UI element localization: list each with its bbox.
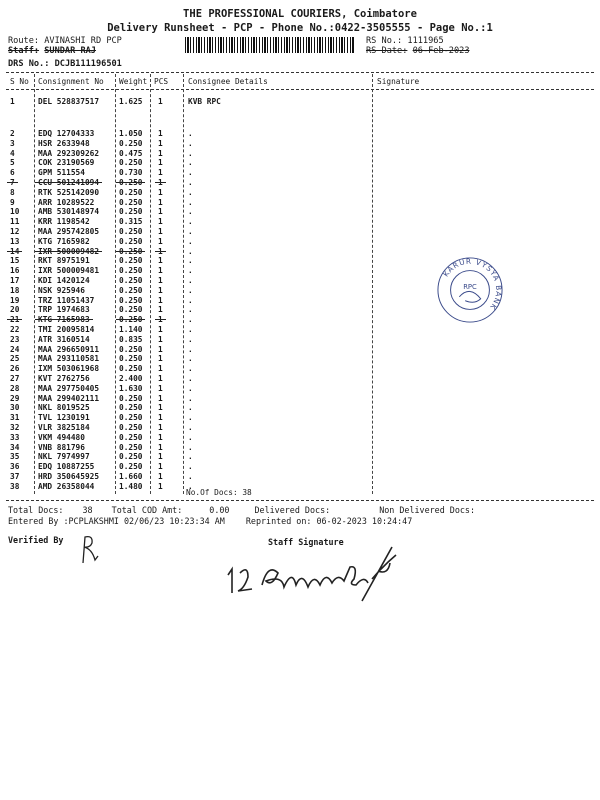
table-row [0, 227, 600, 237]
drs-value: DCJB111196501 [54, 59, 122, 69]
cell-sno: 37 [10, 471, 20, 481]
staff-line [8, 46, 96, 56]
table-row [0, 443, 600, 453]
non-delivered-docs-label: Non Delivered Docs: [379, 505, 476, 515]
cell-consignee: . [188, 471, 193, 481]
rs-no-line [366, 36, 444, 46]
cell-weight: 0.250 [119, 285, 143, 295]
table-row [0, 335, 600, 345]
consignment-rows [0, 129, 600, 491]
cell-consignee: . [188, 452, 193, 462]
cell-sno: 20 [10, 305, 20, 315]
table-row [0, 286, 600, 296]
header-consignee: Consignee Details [188, 77, 268, 86]
table-row [0, 482, 600, 492]
table-header [0, 77, 600, 87]
cell-consignment: KVT 2762756 [38, 373, 90, 383]
header-consignment: Consignment No [38, 77, 104, 86]
cell-weight: 0.250 [119, 275, 143, 285]
table-row [0, 139, 600, 149]
cell-pcs: 1 [158, 256, 163, 266]
cell-sno: 35 [10, 452, 20, 462]
cell-pcs: 1 [158, 373, 163, 383]
cell-consignment: IXR 500009481 [38, 266, 100, 276]
cell-weight: 0.250 [119, 197, 143, 207]
total-cod-label: Total COD Amt: [111, 505, 183, 515]
rs-date-value: 06-Feb-2023 [412, 46, 470, 56]
cell-consignment: TRZ 11051437 [38, 295, 95, 305]
cell-pcs: 1 [158, 413, 163, 423]
cell-consignee: . [188, 315, 193, 325]
table-row [0, 433, 600, 443]
company-title: THE PROFESSIONAL COURIERS, Coimbatore [183, 8, 417, 20]
cell-consignment: ATR 3160514 [38, 334, 90, 344]
table-row [0, 198, 600, 208]
cell-weight: 0.250 [119, 364, 143, 374]
cell-consignment: HSR 2633948 [38, 138, 90, 148]
cell-consignment: NSK 925946 [38, 285, 85, 295]
cell-weight: 0.250 [119, 295, 143, 305]
table-row [0, 188, 600, 198]
total-docs-value: 38 [82, 505, 93, 515]
table-row [0, 256, 600, 266]
cell-sno: 23 [10, 334, 20, 344]
table-row [0, 315, 600, 325]
cell-sno: 17 [10, 275, 20, 285]
stamp-center-text: RPC [463, 283, 477, 292]
cell-consignee: . [188, 422, 193, 432]
cell-weight: 1.050 [119, 129, 143, 138]
cell-weight: 0.250 [119, 138, 143, 148]
table-row [0, 149, 600, 159]
cell-consignee: . [188, 168, 193, 178]
cell-consignment: IXR 500009482 [38, 246, 100, 256]
staff-value: SUNDAR RAJ [44, 46, 96, 56]
cell-consignee: . [188, 266, 193, 276]
table-row [0, 354, 600, 364]
cell-sno: 29 [10, 393, 20, 403]
cell-consignment: COK 23190569 [38, 158, 95, 168]
cell-pcs: 1 [158, 354, 163, 364]
cell-pcs: 1 [158, 197, 163, 207]
table-bottom-rule [6, 500, 594, 501]
cell-weight: 0.250 [119, 413, 143, 423]
cell-pcs: 1 [158, 305, 163, 315]
cell-consignee: . [188, 481, 193, 491]
cell-weight: 0.730 [119, 168, 143, 178]
cell-consignee: . [188, 226, 193, 236]
cell-consignment: KTG 7165983 [38, 315, 90, 325]
cell-weight: 2.400 [119, 373, 143, 383]
cell-weight: 0.250 [119, 315, 143, 325]
table-row [0, 472, 600, 482]
cell-consignment: VKM 494480 [38, 432, 85, 442]
cell-consignee: . [188, 442, 193, 452]
cell-weight: 0.250 [119, 226, 143, 236]
cell-consignee: . [188, 413, 193, 423]
table-row [0, 129, 600, 139]
total-cod-value: 0.00 [209, 505, 230, 515]
cell-consignment: HRD 350645925 [38, 471, 100, 481]
cell-sno: 9 [10, 197, 15, 207]
cell-weight: 1.660 [119, 471, 143, 481]
table-row [0, 423, 600, 433]
cell-sno: 2 [10, 129, 15, 138]
cell-consignment: MAA 293110581 [38, 354, 100, 364]
cell-weight: 0.250 [119, 177, 143, 187]
cell-consignee: . [188, 344, 193, 354]
rs-date-label: RS Date: [366, 46, 408, 56]
cell-sno: 21 [10, 315, 20, 325]
cell-consignment: MAA 299402111 [38, 393, 100, 403]
cell-consignment: EDQ 12704333 [38, 129, 95, 138]
cell-pcs: 1 [158, 393, 163, 403]
table-row [0, 168, 600, 178]
verified-by-label: Verified By [8, 535, 64, 545]
cell-sno: 27 [10, 373, 20, 383]
cell-consignment: TVL 1230191 [38, 413, 90, 423]
cell-consignment: EDQ 10887255 [38, 462, 95, 472]
drs-label: DRS No.: [8, 59, 50, 69]
cell-pcs: 1 [158, 471, 163, 481]
cell-consignee: . [188, 305, 193, 315]
cell-sno: 13 [10, 236, 20, 246]
cell-weight: 0.250 [119, 305, 143, 315]
table-header-rule [6, 89, 594, 90]
cell-sno: 30 [10, 403, 20, 413]
route-line [8, 36, 122, 46]
cell-weight: 0.250 [119, 207, 143, 217]
header-weight: Weight [119, 77, 148, 86]
cell-consignee: . [188, 207, 193, 217]
cell-consignment: RTK 525142090 [38, 187, 100, 197]
table-row [0, 266, 600, 276]
cell-sno: 33 [10, 432, 20, 442]
cell-pcs: 1 [158, 236, 163, 246]
cell-consignment: NKL 7974997 [38, 452, 90, 462]
cell-pcs: 1 [158, 129, 163, 138]
cell-consignment: NKL 8019525 [38, 403, 90, 413]
cell-weight: 0.250 [119, 403, 143, 413]
cell-pcs: 1 [158, 275, 163, 285]
cell-sno: 10 [10, 207, 20, 217]
table-row [0, 247, 600, 257]
cell-consignee: . [188, 256, 193, 266]
cell-consignment: MAA 296650911 [38, 344, 100, 354]
cell-sno: 8 [10, 187, 15, 197]
cell-weight: 0.475 [119, 148, 143, 158]
cell-pcs: 1 [158, 207, 163, 217]
cell-pcs: 1 [158, 481, 163, 491]
runsheet-subtitle: Delivery Runsheet - PCP - Phone No.:0422-3505555 - Page No.:1 [107, 22, 493, 34]
barcode [185, 37, 355, 53]
cell-pcs: 1 [158, 315, 163, 325]
cell-consignment: KTG 7165982 [38, 236, 90, 246]
cell-consignee: . [188, 403, 193, 413]
table-row [0, 413, 600, 423]
cell-consignee: . [188, 148, 193, 158]
cell-consignee: . [188, 364, 193, 374]
cell-weight: 0.835 [119, 334, 143, 344]
cell-sno: 36 [10, 462, 20, 472]
cell-consignment: GPM 511554 [38, 168, 85, 178]
cell-consignment: TMI 20095814 [38, 324, 95, 334]
cell-pcs: 1 [158, 452, 163, 462]
staff-signature-label: Staff Signature [268, 537, 344, 547]
cell-consignment: AMD 26358044 [38, 481, 95, 491]
cell-consignment: VLR 3825184 [38, 422, 90, 432]
cell-consignee: . [188, 177, 193, 187]
cell-weight: 0.250 [119, 462, 143, 472]
table-row [0, 237, 600, 247]
cell-consignee: . [188, 187, 193, 197]
cell-weight: 0.250 [119, 442, 143, 452]
cell-sno: 19 [10, 295, 20, 305]
cell-pcs: 1 [158, 462, 163, 472]
cell-consignee: . [188, 432, 193, 442]
cell-pcs: 1 [158, 158, 163, 168]
cell-sno: 3 [10, 138, 15, 148]
cell-sno: 1 [10, 97, 15, 106]
cell-weight: 0.250 [119, 266, 143, 276]
cell-sno: 11 [10, 217, 20, 227]
rs-no-value: 1111965 [407, 36, 444, 46]
rs-no-label: RS No.: [366, 36, 403, 46]
cell-sno: 6 [10, 168, 15, 178]
cell-sno: 16 [10, 266, 20, 276]
rs-date-line [366, 46, 470, 56]
cell-pcs: 1 [158, 442, 163, 452]
cell-sno: 34 [10, 442, 20, 452]
table-row [0, 345, 600, 355]
cell-pcs: 1 [158, 422, 163, 432]
header-sno: S No [10, 77, 29, 86]
cell-pcs: 1 [158, 187, 163, 197]
cell-consignee: . [188, 158, 193, 168]
cell-weight: 0.250 [119, 344, 143, 354]
cell-consignee: . [188, 275, 193, 285]
table-row [0, 325, 600, 335]
cell-consignee: . [188, 197, 193, 207]
cell-weight: 0.250 [119, 354, 143, 364]
cell-consignee: . [188, 354, 193, 364]
drs-line [8, 59, 122, 69]
cell-weight: 1.625 [119, 97, 143, 106]
cell-sno: 24 [10, 344, 20, 354]
cell-weight: 0.250 [119, 422, 143, 432]
entered-by: Entered By :PCPLAKSHMI 02/06/23 10:23:34 AM [8, 516, 225, 526]
cell-consignee: . [188, 383, 193, 393]
cell-weight: 0.315 [119, 217, 143, 227]
cell-consignee: . [188, 295, 193, 305]
stamp-ring-text: KARUR VYSYA BANK [441, 256, 504, 312]
cell-consignment: KDI 1420124 [38, 275, 90, 285]
bank-stamp [436, 256, 504, 324]
cell-consignee: . [188, 217, 193, 227]
cell-consignee: . [188, 236, 193, 246]
cell-consignee: . [188, 324, 193, 334]
cell-weight: 1.140 [119, 324, 143, 334]
cell-pcs: 1 [158, 168, 163, 178]
route-label: Route: [8, 36, 40, 46]
header-pcs: PCS [154, 77, 169, 86]
cell-pcs: 1 [158, 246, 163, 256]
cell-pcs: 1 [158, 138, 163, 148]
table-row [0, 462, 600, 472]
header-signature: Signature [377, 77, 420, 86]
cell-weight: 0.250 [119, 393, 143, 403]
table-row [0, 276, 600, 286]
cell-consignment: DEL 528837517 [38, 97, 100, 106]
cell-consignment: KRR 1198542 [38, 217, 90, 227]
cell-consignment: TRP 1974683 [38, 305, 90, 315]
cell-pcs: 1 [158, 177, 163, 187]
route-value: AVINASHI RD PCP [44, 36, 122, 46]
cell-consignee: . [188, 393, 193, 403]
table-row [0, 207, 600, 217]
cell-consignee: . [188, 138, 193, 148]
staff-label: Staff: [8, 46, 40, 56]
cell-sno: 5 [10, 158, 15, 168]
cell-weight: 0.250 [119, 187, 143, 197]
staff-signature [222, 545, 402, 605]
cell-pcs: 1 [158, 432, 163, 442]
cell-pcs: 1 [158, 334, 163, 344]
cell-weight: 1.630 [119, 383, 143, 393]
cell-pcs: 1 [158, 97, 163, 106]
table-row [0, 452, 600, 462]
cell-consignee: . [188, 334, 193, 344]
cell-sno: 32 [10, 422, 20, 432]
cell-sno: 18 [10, 285, 20, 295]
cell-consignment: CCU 501241094 [38, 177, 100, 187]
cell-sno: 28 [10, 383, 20, 393]
cell-pcs: 1 [158, 344, 163, 354]
table-row [0, 403, 600, 413]
table-row [0, 217, 600, 227]
table-row [0, 305, 600, 315]
total-docs-label: Total Docs: [8, 505, 64, 515]
cell-consignment: RKT 8975191 [38, 256, 90, 266]
cell-sno: 22 [10, 324, 20, 334]
totals-line [8, 505, 475, 515]
cell-pcs: 1 [158, 226, 163, 236]
cell-consignment: ARR 10289522 [38, 197, 95, 207]
reprinted-on: Reprinted on: 06-02-2023 10:24:47 [245, 516, 413, 526]
cell-pcs: 1 [158, 383, 163, 393]
table-row [0, 374, 600, 384]
entered-by-line [8, 516, 412, 526]
cell-sno: 15 [10, 256, 20, 266]
cell-pcs: 1 [158, 295, 163, 305]
cell-consignment: MAA 292309262 [38, 148, 100, 158]
table-row [0, 364, 600, 374]
cell-pcs: 1 [158, 217, 163, 227]
table-top-rule [6, 72, 594, 73]
cell-sno: 4 [10, 148, 15, 158]
cell-pcs: 1 [158, 403, 163, 413]
table-row [0, 394, 600, 404]
cell-consignment: MAA 295742805 [38, 226, 100, 236]
cell-pcs: 1 [158, 364, 163, 374]
cell-consignee: . [188, 285, 193, 295]
cell-pcs: 1 [158, 285, 163, 295]
verifier-signature [77, 533, 101, 565]
cell-sno: 38 [10, 481, 20, 491]
cell-weight: 0.250 [119, 158, 143, 168]
cell-sno: 7 [10, 177, 15, 187]
cell-weight: 0.250 [119, 236, 143, 246]
cell-pcs: 1 [158, 324, 163, 334]
cell-sno: 26 [10, 364, 20, 374]
cell-weight: 0.250 [119, 246, 143, 256]
no-of-docs: No.Of Docs: 38 [186, 488, 252, 497]
cell-weight: 0.250 [119, 452, 143, 462]
cell-pcs: 1 [158, 266, 163, 276]
cell-consignment: IXM 503061968 [38, 364, 100, 374]
cell-consignment: VNB 881796 [38, 442, 85, 452]
cell-weight: 0.250 [119, 432, 143, 442]
table-row [0, 384, 600, 394]
cell-sno: 14 [10, 246, 20, 256]
table-row [0, 178, 600, 188]
delivered-docs-label: Delivered Docs: [254, 505, 331, 515]
table-row [0, 97, 600, 107]
cell-weight: 0.250 [119, 256, 143, 266]
cell-consignee: KVB RPC [188, 97, 221, 106]
cell-sno: 25 [10, 354, 20, 364]
cell-consignee: . [188, 246, 193, 256]
cell-consignee: . [188, 129, 193, 138]
cell-sno: 31 [10, 413, 20, 423]
table-row [0, 158, 600, 168]
cell-consignee: . [188, 462, 193, 472]
cell-weight: 1.480 [119, 481, 143, 491]
cell-consignee: . [188, 373, 193, 383]
table-row [0, 296, 600, 306]
cell-sno: 12 [10, 226, 20, 236]
cell-consignment: AMB 530148974 [38, 207, 100, 217]
cell-consignment: MAA 297750405 [38, 383, 100, 393]
cell-pcs: 1 [158, 148, 163, 158]
